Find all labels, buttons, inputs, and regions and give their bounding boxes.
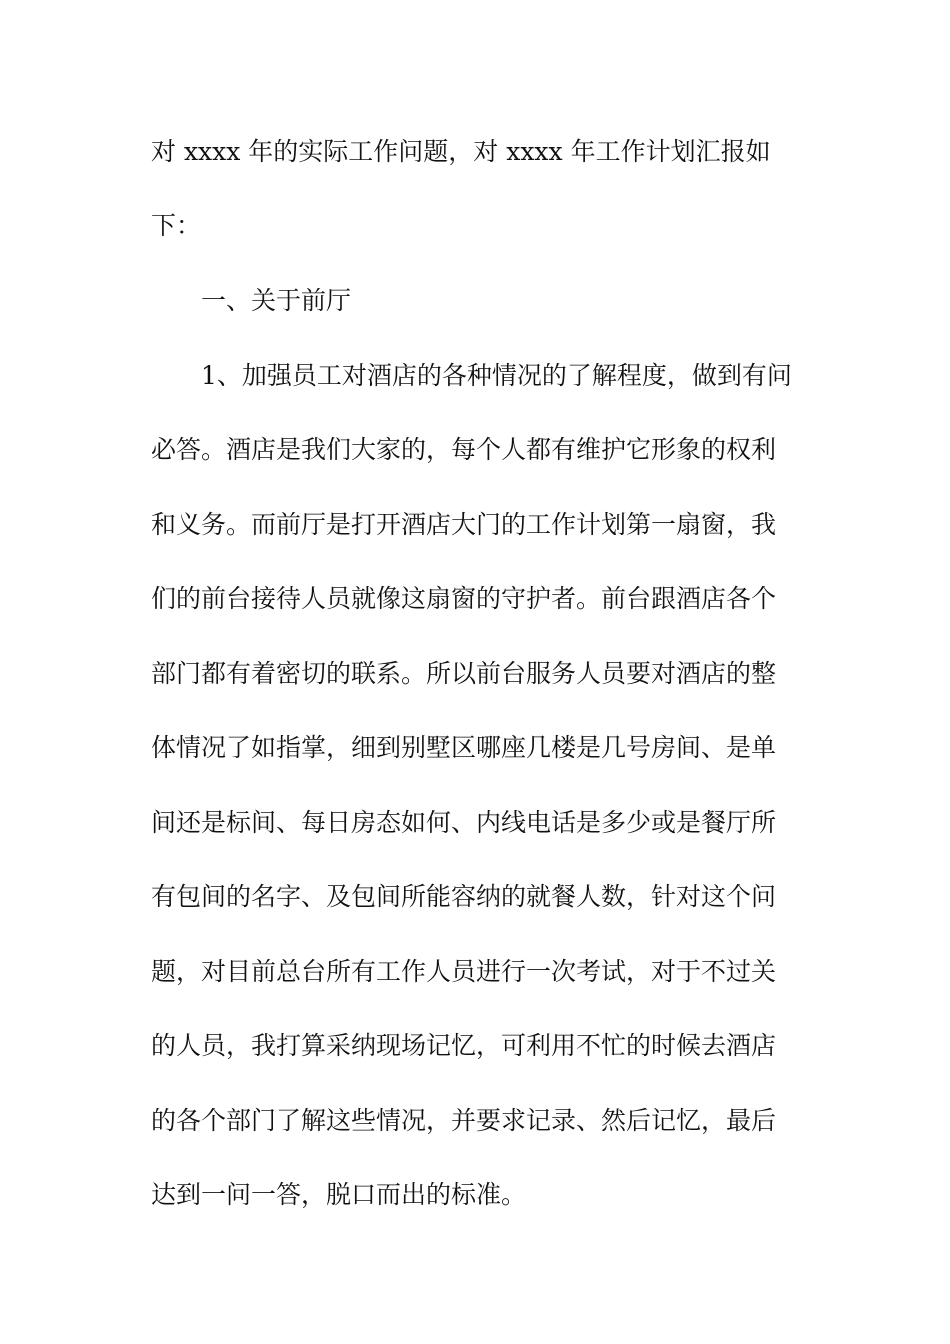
text-line-4: 1、加强员工对酒店的各种情况的了解程度，做到有问 [201, 361, 792, 390]
text-line-9: 体情况了如指掌，细到别墅区哪座几楼是几号房间、是单 [151, 733, 777, 762]
text-line-10: 间还是标间、每日房态如何、内线电话是多少或是餐厅所 [151, 808, 777, 837]
text-line-14: 的各个部门了解这些情况，并要求记录、然后记忆，最后 [151, 1106, 777, 1135]
text-line-6: 和义务。而前厅是打开酒店大门的工作计划第一扇窗，我 [151, 510, 777, 539]
text-line-2: 下： [151, 211, 202, 240]
text-line-11: 有包间的名字、及包间所能容纳的就餐人数，针对这个问 [151, 882, 777, 911]
text-line-12: 题，对目前总台所有工作人员进行一次考试，对于不过关 [151, 957, 777, 986]
text-line-7: 们的前台接待人员就像这扇窗的守护者。前台跟酒店各个 [151, 584, 777, 613]
section-heading: 一、关于前厅 [201, 286, 352, 315]
text-line-5: 必答。酒店是我们大家的，每个人都有维护它形象的权利 [151, 435, 777, 464]
text-line-1: 对 xxxx 年的实际工作问题，对 xxxx 年工作计划汇报如 [151, 137, 771, 166]
text-line-13: 的人员，我打算采纳现场记忆，可利用不忙的时候去酒店 [151, 1031, 777, 1060]
text-line-8: 部门都有着密切的联系。所以前台服务人员要对酒店的整 [151, 659, 777, 688]
text-line-15: 达到一问一答，脱口而出的标准。 [151, 1180, 527, 1209]
